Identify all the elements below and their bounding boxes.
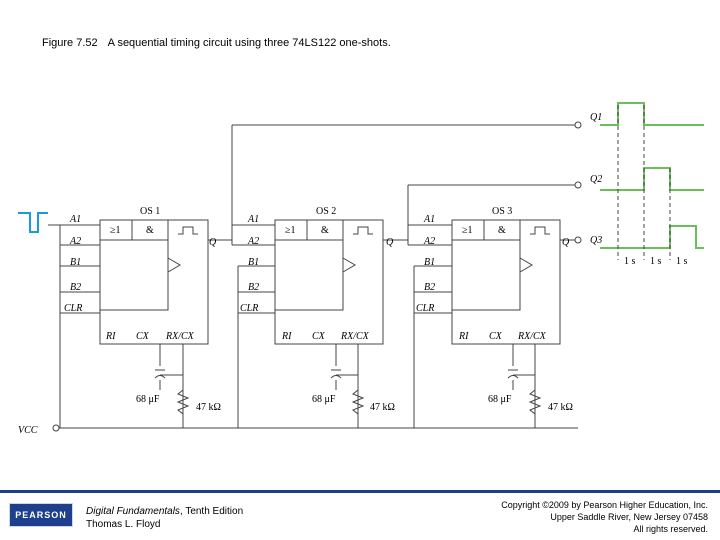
os2-and-symbol: & xyxy=(321,225,329,236)
os3-chip xyxy=(452,220,560,344)
os2-label: OS 2 xyxy=(316,206,337,217)
os1-a1-label: A1 xyxy=(70,214,82,225)
vcc-terminal xyxy=(53,425,59,431)
os3-a1-label: A1 xyxy=(424,214,436,225)
os2-chip xyxy=(275,220,383,344)
os1-and-symbol: & xyxy=(146,225,154,236)
os2-a2-label: A2 xyxy=(248,236,260,247)
q3-output-label: Q3 xyxy=(590,235,603,246)
copyright-line-1: Copyright ©2009 by Pearson Higher Education, Inc. xyxy=(501,500,708,510)
os2-q-label: Q xyxy=(386,237,394,248)
os3-b1-label: B1 xyxy=(424,257,436,268)
q2-waveform xyxy=(600,168,704,190)
q3-waveform xyxy=(600,226,704,248)
os3-or-symbol: ≥1 xyxy=(462,225,473,236)
book-info xyxy=(86,505,243,531)
book-author: Thomas L. Floyd xyxy=(86,519,161,530)
os3-b2-label: B2 xyxy=(424,282,436,293)
os1-b1-label: B1 xyxy=(70,257,82,268)
os3-clr-label: CLR xyxy=(416,303,435,314)
os2-a1-label: A1 xyxy=(248,214,260,225)
copyright-line-2: Upper Saddle River, New Jersey 07458 xyxy=(550,512,708,522)
book-title: Digital Fundamentals xyxy=(86,506,180,517)
figure-caption-text: A sequential timing circuit using three 74LS122 one-shots. xyxy=(107,37,391,49)
os3-rxcx-label: RX/CX xyxy=(518,331,546,342)
capacitor-3-value: 68 μF xyxy=(488,394,512,405)
figure-number: Figure 7.52 xyxy=(42,37,98,49)
os3-ri-label: RI xyxy=(459,331,469,342)
os1-chip xyxy=(100,220,208,344)
copyright-line-3: All rights reserved. xyxy=(633,524,708,534)
os1-q-label: Q xyxy=(209,237,217,248)
pearson-logo: PEARSON xyxy=(9,503,73,527)
interval-label-1: 1 s xyxy=(624,256,636,267)
os1-a2-label: A2 xyxy=(70,236,82,247)
book-edition: , Tenth Edition xyxy=(179,506,244,517)
interval-label-3: 1 s xyxy=(676,256,688,267)
os3-and-symbol: & xyxy=(498,225,506,236)
capacitor-2-value: 68 μF xyxy=(312,394,336,405)
os3-q-label: Q xyxy=(562,237,570,248)
capacitor-1-value: 68 μF xyxy=(136,394,160,405)
footer-divider xyxy=(0,490,720,493)
os3-a2-label: A2 xyxy=(424,236,436,247)
os1-clr-label: CLR xyxy=(64,303,83,314)
interval-label-2: 1 s xyxy=(650,256,662,267)
resistor-1-value: 47 kΩ xyxy=(196,402,221,413)
os1-label: OS 1 xyxy=(140,206,161,217)
os1-ri-label: RI xyxy=(106,331,116,342)
os2-ri-label: RI xyxy=(282,331,292,342)
os1-rxcx-label: RX/CX xyxy=(166,331,194,342)
q2-output-label: Q2 xyxy=(590,174,603,185)
os1-cx-label: CX xyxy=(136,331,149,342)
os2-cx-label: CX xyxy=(312,331,325,342)
resistor-2-value: 47 kΩ xyxy=(370,402,395,413)
os2-clr-label: CLR xyxy=(240,303,259,314)
q1-output-label: Q1 xyxy=(590,112,603,123)
q1-waveform xyxy=(600,103,704,125)
os2-b1-label: B1 xyxy=(248,257,260,268)
os1-b2-label: B2 xyxy=(70,282,82,293)
vcc-label: VCC xyxy=(18,425,38,436)
os2-or-symbol: ≥1 xyxy=(285,225,296,236)
copyright-notice xyxy=(501,499,708,535)
os3-cx-label: CX xyxy=(489,331,502,342)
resistor-3-value: 47 kΩ xyxy=(548,402,573,413)
os1-or-symbol: ≥1 xyxy=(110,225,121,236)
os2-rxcx-label: RX/CX xyxy=(341,331,369,342)
input-trigger-pulse xyxy=(18,213,48,232)
os3-label: OS 3 xyxy=(492,206,513,217)
os2-b2-label: B2 xyxy=(248,282,260,293)
